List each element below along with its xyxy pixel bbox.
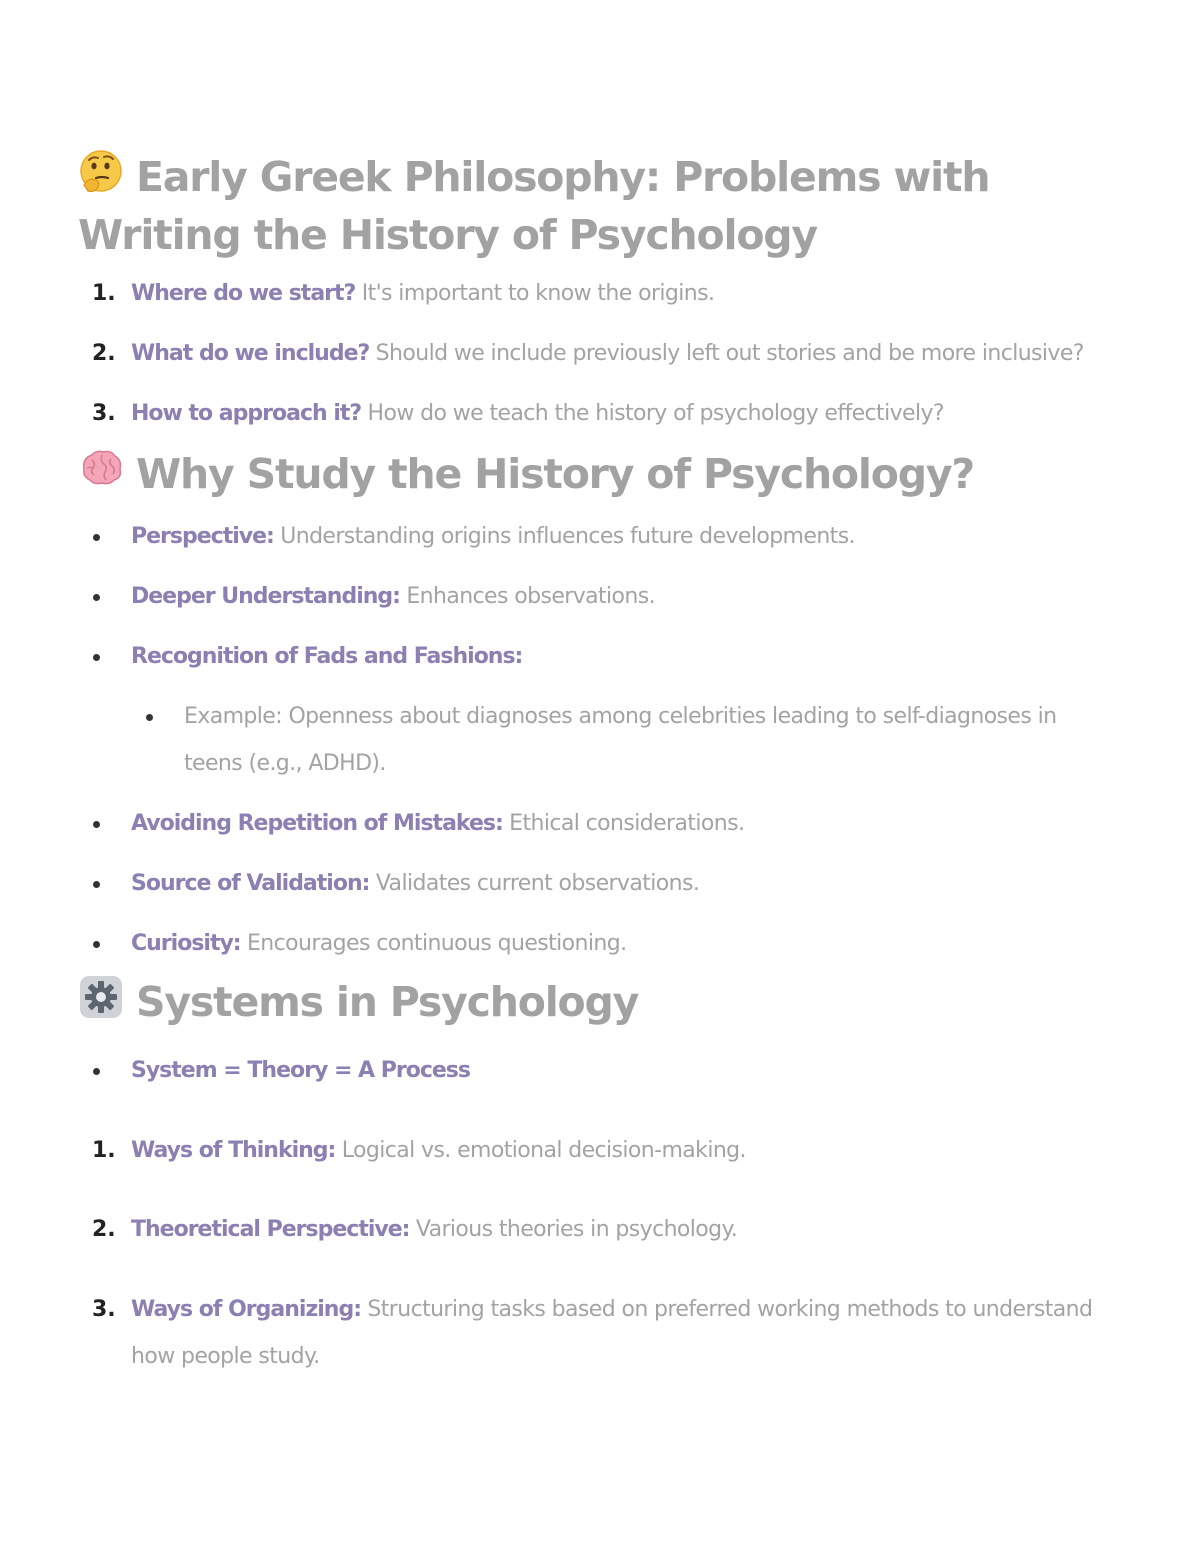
item-label: Recognition of Fads and Fashions: xyxy=(131,644,523,669)
item-text: It's important to know the origins. xyxy=(355,281,715,306)
thinking-face-icon xyxy=(78,149,124,195)
list-item xyxy=(78,513,1118,560)
item-text: How do we teach the history of psychology effectively? xyxy=(361,401,944,426)
item-label: What do we include? xyxy=(131,341,370,366)
item-text: Should we include previously left out stories and be more inclusive? xyxy=(369,341,1084,366)
bullet-marker xyxy=(93,881,100,888)
bullet-marker xyxy=(93,1068,100,1075)
item-label: Curiosity: xyxy=(131,931,241,956)
item-text: Various theories in psychology. xyxy=(409,1217,738,1242)
list-item xyxy=(78,860,1118,907)
item-label: Ways of Thinking: xyxy=(131,1138,336,1163)
list-number: 3. xyxy=(92,1297,116,1322)
item-label: Perspective: xyxy=(131,524,274,549)
item-label: Ways of Organizing: xyxy=(131,1297,361,1322)
list-item xyxy=(78,1206,1118,1253)
list-item xyxy=(78,1047,1118,1094)
section-title: Systems in Psychology xyxy=(136,978,639,1026)
section-heading-early-greek xyxy=(78,148,1118,264)
item-text: Structuring tasks based on preferred working methods to understand how people study. xyxy=(131,1297,1093,1369)
section-heading-why-study xyxy=(78,445,1118,503)
list-item xyxy=(78,270,1118,317)
list-item xyxy=(78,1127,1118,1174)
numbered-list xyxy=(78,1127,1118,1380)
list-number: 3. xyxy=(92,401,116,426)
bullet-marker xyxy=(93,594,100,601)
item-text: Validates current observations. xyxy=(369,871,700,896)
item-label: Deeper Understanding: xyxy=(131,584,400,609)
bullet-marker xyxy=(93,654,100,661)
list-item xyxy=(78,390,1118,437)
list-number: 2. xyxy=(92,1217,116,1242)
list-item xyxy=(78,920,1118,967)
item-text: Ethical considerations. xyxy=(502,811,745,836)
item-text: Logical vs. emotional decision-making. xyxy=(335,1138,746,1163)
list-number: 2. xyxy=(92,341,116,366)
item-text: Understanding origins influences future developments. xyxy=(273,524,855,549)
item-text: Example: Openness about diagnoses among celebrities leading to self-diagnoses in teens (e.g., ADHD). xyxy=(184,704,1057,776)
brain-icon xyxy=(78,446,124,492)
item-label: How to approach it? xyxy=(131,401,362,426)
list-item xyxy=(78,573,1118,620)
item-label: System = Theory = A Process xyxy=(131,1058,470,1083)
list-number: 1. xyxy=(92,1138,116,1163)
list-number: 1. xyxy=(92,281,116,306)
item-text: Encourages continuous questioning. xyxy=(240,931,627,956)
item-label: Source of Validation: xyxy=(131,871,370,896)
item-label: Theoretical Perspective: xyxy=(131,1217,410,1242)
numbered-list xyxy=(78,270,1118,437)
bullet-marker xyxy=(146,714,153,721)
section-title: Early Greek Philosophy: Problems with Writing the History of Psychology xyxy=(78,153,990,259)
list-item xyxy=(78,633,1118,680)
sub-list-item xyxy=(78,693,1118,787)
item-label: Where do we start? xyxy=(131,281,356,306)
item-label: Avoiding Repetition of Mistakes: xyxy=(131,811,503,836)
list-item xyxy=(78,1286,1118,1380)
bullet-list xyxy=(78,513,1118,967)
section-heading-systems xyxy=(78,973,1118,1031)
bullet-marker xyxy=(93,941,100,948)
bullet-list xyxy=(78,1047,1118,1094)
bullet-marker xyxy=(93,534,100,541)
list-item xyxy=(78,800,1118,847)
document-page xyxy=(78,148,1118,1380)
list-item xyxy=(78,330,1118,377)
gear-icon xyxy=(78,974,124,1020)
item-text: Enhances observations. xyxy=(399,584,656,609)
bullet-marker xyxy=(93,821,100,828)
section-title: Why Study the History of Psychology? xyxy=(136,450,974,498)
